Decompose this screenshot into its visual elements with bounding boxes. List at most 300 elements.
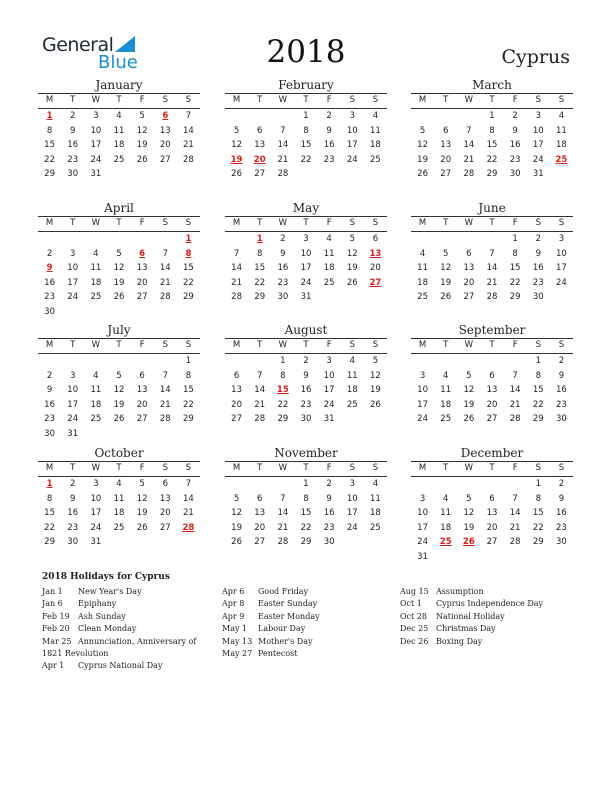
day-cell: 21 [254,399,266,410]
day-cell: 5 [443,248,449,259]
day-cell: 19 [346,263,358,274]
empty-cell [318,167,341,182]
empty-cell [411,232,434,247]
day-cell: 20 [486,399,498,410]
day-cell: 9 [512,125,518,136]
day-cell: 7 [162,370,168,381]
day-cell: 3 [558,234,565,244]
day-cell: 10 [67,385,79,396]
holiday-name: Annunciation, Anniversary of [78,636,197,646]
weekday-label: S [535,218,541,228]
day-cell: 20 [486,522,498,533]
day-cell: 18 [346,385,358,396]
week-row [411,398,573,413]
day-cell: 16 [556,508,567,519]
day-cell: 10 [323,370,335,381]
day-cell: 23 [532,277,544,288]
day-cell: 1 [535,356,541,366]
holiday-date: Mar 25 [42,636,72,646]
month-name: July [107,323,131,337]
day-cell: 25 [323,277,335,288]
empty-cell [248,477,271,492]
day-cell: 19 [113,399,125,410]
weekday-label: S [535,340,541,350]
day-cell: 21 [277,154,289,165]
empty-cell [154,167,177,182]
day-cell: 8 [489,125,495,136]
day-cell: 5 [372,356,379,366]
weekday-header [225,93,387,109]
week-row [38,124,200,139]
holiday-item [400,598,576,610]
empty-cell [411,109,434,124]
day-cell: 11 [440,508,452,519]
day-cell: 2 [558,356,565,366]
day-cell: 1 [280,356,286,366]
day-cell: 8 [46,493,53,504]
weekday-label: S [558,463,565,473]
day-cell: 11 [90,263,102,274]
day-cell: 16 [44,277,55,288]
day-cell: 21 [509,399,521,410]
empty-cell [411,354,434,369]
weekday-label: S [558,218,565,228]
day-cell: 23 [67,522,79,533]
week-row [411,550,573,565]
week-row [225,521,387,536]
day-cell: 18 [370,508,381,519]
weekday-label: W [91,218,101,228]
day-cell: 29 [44,537,55,548]
day-cell: 7 [280,493,286,504]
holiday-date: Apr 1 [42,661,65,671]
weekday-label: S [372,463,379,473]
holiday-name: Good Friday [258,587,309,596]
holiday-item [42,611,228,623]
week-row [411,506,573,521]
day-cell: 22 [486,154,498,165]
day-cell: 24 [67,414,79,425]
day-cell: 11 [113,493,125,504]
day-cell: 27 [486,414,498,425]
weekday-label: W [278,463,288,473]
day-cell: 17 [417,399,428,410]
day-cell: 12 [463,385,475,396]
day-cell: 16 [323,508,335,519]
weekday-header [38,216,200,232]
day-cell: 5 [419,125,426,136]
day-cell: 28 [277,169,289,180]
day-cell: 25 [370,154,381,165]
weekday-label: W [464,340,474,350]
holiday-day: 25 [439,537,452,548]
weekday-label: F [139,463,145,473]
day-cell: 23 [323,154,335,165]
day-cell: 18 [417,277,428,288]
day-cell: 1 [185,356,192,366]
week-row [411,383,573,398]
day-cell: 18 [556,140,567,151]
day-cell: 1 [489,111,495,121]
day-cell: 15 [44,140,55,151]
week-row [225,153,387,168]
week-row [411,412,573,427]
month-name: November [274,446,338,460]
day-cell: 28 [231,292,242,303]
week-row [411,369,573,384]
holiday-date: Jan 1 [42,587,63,596]
day-cell: 20 [463,277,475,288]
day-cell: 11 [417,263,428,274]
week-row [411,167,573,182]
day-cell: 5 [116,248,122,259]
day-cell: 16 [67,508,79,519]
day-cell: 14 [509,508,521,519]
day-cell: 3 [349,111,355,121]
day-cell: 8 [185,370,192,381]
empty-cell [504,477,527,492]
day-cell: 26 [113,292,125,303]
day-cell: 14 [509,385,521,396]
empty-cell [84,427,107,442]
day-cell: 20 [231,399,242,410]
day-cell: 12 [440,263,452,274]
day-cell: 23 [509,154,521,165]
month-name: January [95,78,143,92]
empty-cell [457,550,480,565]
day-cell: 16 [323,140,335,151]
day-cell: 29 [183,414,194,425]
day-cell: 6 [466,248,472,259]
weekday-label: F [512,463,518,473]
empty-cell [341,167,364,182]
weekday-label: F [326,463,332,473]
empty-cell [411,477,434,492]
week-row [225,535,387,550]
holiday-column [400,586,576,648]
day-cell: 10 [556,248,567,259]
day-cell: 5 [116,370,122,381]
day-cell: 8 [280,370,286,381]
day-cell: 23 [556,399,567,410]
weekday-label: T [70,218,76,228]
holiday-item [222,648,398,660]
day-cell: 13 [440,140,452,151]
empty-cell [84,305,107,320]
day-cell: 30 [532,292,544,303]
empty-cell [434,109,457,124]
day-cell: 20 [440,154,452,165]
day-cell: 17 [300,263,312,274]
day-cell: 28 [509,537,521,548]
day-cell: 26 [440,292,452,303]
weekday-label: S [535,463,541,473]
day-cell: 22 [300,522,312,533]
day-cell: 21 [463,154,475,165]
weekday-label: M [232,463,241,473]
month-july [38,323,200,442]
weekday-label: M [418,218,427,228]
day-cell: 11 [346,370,358,381]
day-cell: 29 [532,414,544,425]
holiday-item [400,636,576,648]
day-cell: 12 [417,140,428,151]
weekday-label: F [326,340,332,350]
day-cell: 3 [535,111,541,121]
holiday-name: Epiphany [78,599,117,609]
day-cell: 21 [159,277,171,288]
empty-cell [225,109,248,124]
holiday-item [42,636,228,648]
day-cell: 28 [463,169,475,180]
day-cell: 18 [370,140,381,151]
week-row [38,412,200,427]
day-cell: 19 [136,508,148,519]
week-row [225,354,387,369]
week-row [225,477,387,492]
week-row [38,261,200,276]
day-cell: 21 [183,140,194,151]
week-row [225,232,387,247]
day-cell: 19 [370,385,381,396]
day-cell: 18 [323,263,335,274]
empty-cell [434,354,457,369]
weekday-label: W [91,463,101,473]
weekday-label: T [443,463,449,473]
day-cell: 21 [231,277,242,288]
day-cell: 25 [440,414,452,425]
empty-cell [225,354,248,369]
day-cell: 26 [136,154,148,165]
empty-cell [61,232,84,247]
calendar-year: 2018 [266,34,346,70]
day-cell: 10 [532,125,544,136]
day-cell: 29 [532,537,544,548]
day-cell: 26 [346,277,358,288]
day-cell: 19 [417,154,428,165]
day-cell: 27 [463,292,475,303]
empty-cell [107,354,130,369]
day-cell: 8 [46,125,53,136]
empty-cell [504,550,527,565]
empty-cell [107,535,130,550]
weekday-label: T [489,340,495,350]
day-cell: 2 [70,111,76,121]
weekday-label: M [418,463,427,473]
day-cell: 25 [346,399,358,410]
weekday-label: T [116,463,122,473]
day-cell: 7 [185,479,192,489]
empty-cell [434,232,457,247]
week-row [225,247,387,262]
weekday-label: F [139,340,145,350]
day-cell: 6 [489,370,495,381]
weekday-label: S [162,463,168,473]
day-cell: 28 [159,414,171,425]
day-cell: 19 [463,522,475,533]
holiday-day: 15 [276,385,289,396]
holiday-item [222,623,398,635]
day-cell: 16 [67,140,79,151]
day-cell: 24 [90,522,102,533]
day-cell: 31 [90,537,102,548]
weekday-label: M [45,95,54,105]
day-cell: 30 [556,414,567,425]
day-cell: 22 [183,399,194,410]
week-row [38,398,200,413]
day-cell: 22 [532,399,544,410]
day-cell: 19 [231,522,242,533]
day-cell: 27 [159,522,171,533]
empty-cell [341,412,364,427]
day-cell: 3 [70,370,76,381]
day-cell: 4 [93,370,99,381]
day-cell: 30 [509,169,521,180]
week-row [411,153,573,168]
empty-cell [457,109,480,124]
empty-cell [61,305,84,320]
day-cell: 30 [556,537,567,548]
day-cell: 5 [233,493,240,504]
day-cell: 6 [489,493,495,504]
holiday-list [42,572,582,671]
day-cell: 31 [417,551,428,562]
day-cell: 29 [277,414,289,425]
holiday-day: 1 [46,479,53,489]
holiday-item [42,623,228,635]
week-row [38,109,200,124]
weekday-label: F [512,340,518,350]
day-cell: 23 [44,292,55,303]
weekday-label: F [139,218,145,228]
weekday-label: M [45,340,54,350]
weekday-header [411,461,573,477]
week-row [411,354,573,369]
day-cell: 17 [346,140,358,151]
day-cell: 21 [509,522,521,533]
holiday-name: Ash Sunday [78,611,126,621]
day-cell: 23 [67,154,79,165]
day-cell: 12 [231,140,242,151]
day-cell: 14 [159,385,171,396]
day-cell: 19 [463,399,475,410]
day-cell: 30 [323,537,335,548]
day-cell: 11 [370,493,381,504]
day-cell: 3 [326,356,332,366]
day-cell: 27 [440,169,452,180]
day-cell: 12 [370,370,381,381]
day-cell: 4 [349,356,355,366]
weekday-label: S [558,95,565,105]
holiday-name: Assumption [436,587,484,596]
day-cell: 6 [257,493,263,504]
week-row [225,138,387,153]
day-cell: 6 [372,234,379,244]
day-cell: 20 [159,140,171,151]
day-cell: 1 [535,479,541,489]
day-cell: 11 [440,385,452,396]
weekday-label: T [70,95,76,105]
empty-cell [550,290,573,305]
day-cell: 17 [90,508,102,519]
holiday-date: May 1 [222,624,248,634]
day-cell: 28 [277,537,289,548]
week-row [225,261,387,276]
weekday-label: F [326,218,332,228]
empty-cell [131,305,154,320]
day-cell: 10 [346,125,358,136]
day-cell: 26 [417,169,428,180]
holiday-item [400,623,576,635]
holiday-day: 13 [369,248,382,259]
day-cell: 29 [254,292,266,303]
day-cell: 24 [346,522,358,533]
month-name: February [278,78,334,92]
day-cell: 7 [280,125,286,136]
weekday-label: S [558,340,565,350]
holiday-column [42,586,228,673]
day-cell: 13 [159,125,171,136]
day-cell: 24 [90,154,102,165]
week-row [411,109,573,124]
day-cell: 3 [70,248,76,259]
day-cell: 2 [558,479,565,489]
day-cell: 9 [326,493,332,504]
empty-cell [294,167,317,182]
holiday-date: Jan 6 [42,599,63,609]
day-cell: 26 [231,169,242,180]
day-cell: 28 [254,414,266,425]
day-cell: 5 [466,370,472,381]
empty-cell [107,305,130,320]
empty-cell [480,477,503,492]
day-cell: 30 [44,306,55,317]
empty-cell [341,535,364,550]
day-cell: 13 [231,385,242,396]
empty-cell [364,535,387,550]
week-row [38,276,200,291]
day-cell: 22 [44,154,55,165]
weekday-label: S [185,218,192,228]
weekday-label: S [162,95,168,105]
day-cell: 12 [113,263,125,274]
day-cell: 14 [183,125,194,136]
day-cell: 14 [254,385,266,396]
day-cell: 6 [139,370,145,381]
day-cell: 2 [46,370,53,381]
empty-cell [154,535,177,550]
weekday-header [411,338,573,354]
day-cell: 9 [326,125,332,136]
weekday-label: F [512,95,518,105]
day-cell: 29 [44,169,55,180]
day-cell: 31 [300,292,312,303]
day-cell: 7 [162,248,168,259]
day-cell: 17 [67,277,79,288]
day-cell: 8 [535,493,541,504]
day-cell: 16 [300,385,312,396]
day-cell: 22 [277,399,289,410]
day-cell: 6 [443,125,449,136]
day-cell: 19 [136,140,148,151]
day-cell: 12 [231,508,242,519]
day-cell: 8 [303,493,309,504]
holiday-item [222,586,398,598]
day-cell: 20 [159,508,171,519]
holiday-day: 28 [182,522,195,533]
month-name: September [458,323,526,337]
day-cell: 24 [556,277,567,288]
